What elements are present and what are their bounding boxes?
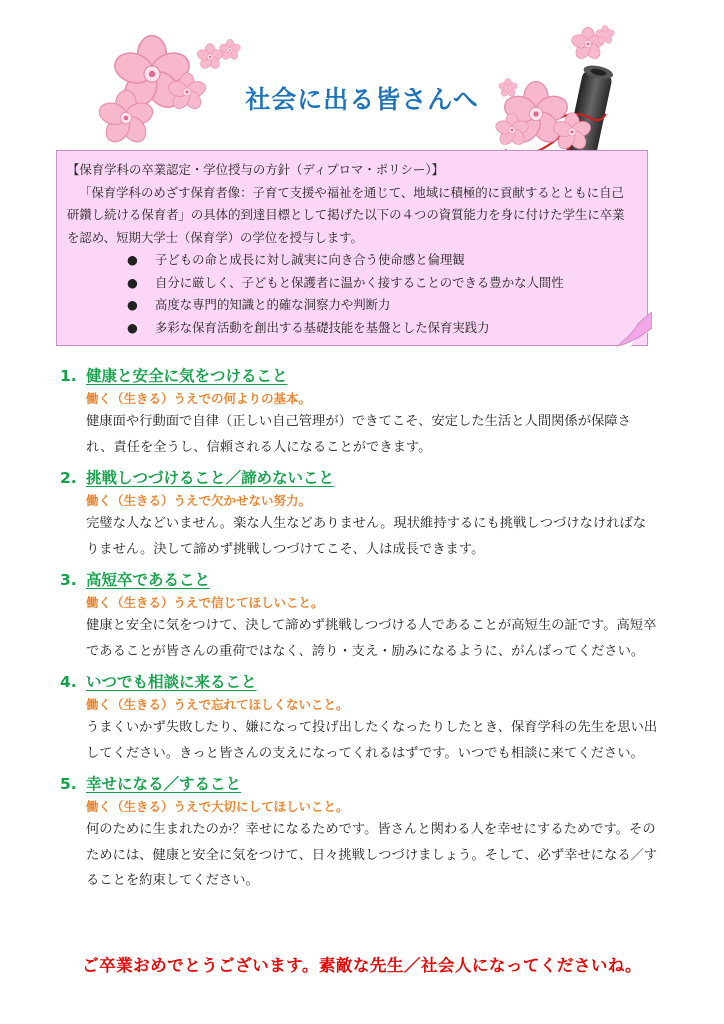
section-1 [60, 364, 660, 460]
section-body: 健康面や行動面で自律（正しい自己管理が）できてこそ、安定した生活と人間関係が保障され、責任を全うし、信頼される人になることができます。 [86, 414, 631, 455]
cherry-blossom-icon [570, 25, 615, 61]
section-subtitle: 働く（生きる）うえで信じてほしいこと。 [86, 595, 324, 610]
section-title: 挑戦しつづけること／諦めないこと [86, 469, 335, 487]
closing-message: ご卒業おめでとうございます。素敵な先生／社会人になってくださいね。 [82, 956, 642, 975]
section-number: 1. [60, 367, 77, 385]
policy-body: 「保育学科のめざす保育者像：子育て支援や福祉を通じて、地域に積極的に貢献するとともに自己研鑽し続ける保育者」の具体的到達目標として掲げた以下の４つの資質能力を身に付けた学生に卒業を認め、短期大学士（保育学）の学位を授与します。 [67, 184, 625, 245]
section-number: 2. [60, 469, 77, 487]
page-title: 社会に出る皆さんへ [245, 85, 479, 114]
diploma-policy-box [56, 150, 648, 346]
section-3 [60, 568, 660, 664]
bullet-icon: ● [127, 319, 138, 335]
section-number: 4. [60, 673, 77, 691]
policy-item: ● 自分に厳しく、子どもと保護者に温かく接することのできる豊かな人間性 [67, 272, 635, 295]
bullet-icon: ● [127, 297, 138, 312]
section-title: いつでも相談に来ること [86, 673, 257, 691]
bullet-icon: ● [127, 274, 138, 290]
section-body: 健康と安全に気をつけて、決して諦めず挑戦しつづける人であることが高短生の証です。高短卒であることが皆さんの重荷ではなく、誇り・支え・励みになるように、がんばってください。 [86, 618, 657, 659]
section-2 [60, 466, 660, 562]
section-number: 3. [60, 571, 77, 589]
section-title: 高短卒であること [86, 571, 211, 589]
policy-list [67, 249, 635, 339]
section-subtitle: 働く（生きる）うえでの何よりの基本。 [86, 391, 312, 406]
section-body: 完璧な人などいません。楽な人生などありません。現状維持するにも挑戦しつづけなければなりません。決して諦めず挑戦しつづけてこそ、人は成長できます。 [86, 516, 647, 557]
section-subtitle: 働く（生きる）うえで忘れてほしくないこと。 [86, 697, 349, 712]
section-title: 幸せになる／すること [86, 775, 242, 793]
section-body: 何のために生まれたのか？幸せになるためです。皆さんと関わる人を幸せにするためです。そのためには、健康と安全に気をつけて、日々挑戦しつづけましょう。そして、必ず幸せになる／することを約束してください。 [86, 822, 658, 888]
policy-item: ● 子どもの命と成長に対し誠実に向き合う使命感と倫理観 [67, 249, 635, 272]
section-body: うまくいかず失敗したり、嫌になって投げ出したくなったりしたとき、保育学科の先生を思い出してください。きっと皆さんの支えになってくれるはずです。いつでも相談に来てください。 [86, 720, 658, 761]
section-title: 健康と安全に気をつけること [86, 367, 288, 385]
section-5 [60, 772, 660, 894]
policy-heading: 【保育学科の卒業認定・学位授与の方針（ディプロマ・ポリシー）】 [67, 162, 444, 177]
section-4 [60, 670, 660, 766]
sections [60, 364, 660, 900]
section-subtitle: 働く（生きる）うえで大切にしてほしいこと。 [86, 799, 349, 814]
policy-item: ● 多彩な保育活動を創出する基礎技能を基盤とした保育実践力 [67, 317, 635, 340]
page-curl-icon [616, 312, 652, 348]
policy-item: ● 高度な専門的知識と的確な洞察力や判断力 [67, 294, 635, 317]
bullet-icon: ● [127, 252, 138, 267]
section-subtitle: 働く（生きる）うえで欠かせない努力。 [86, 493, 312, 508]
section-number: 5. [60, 775, 77, 793]
